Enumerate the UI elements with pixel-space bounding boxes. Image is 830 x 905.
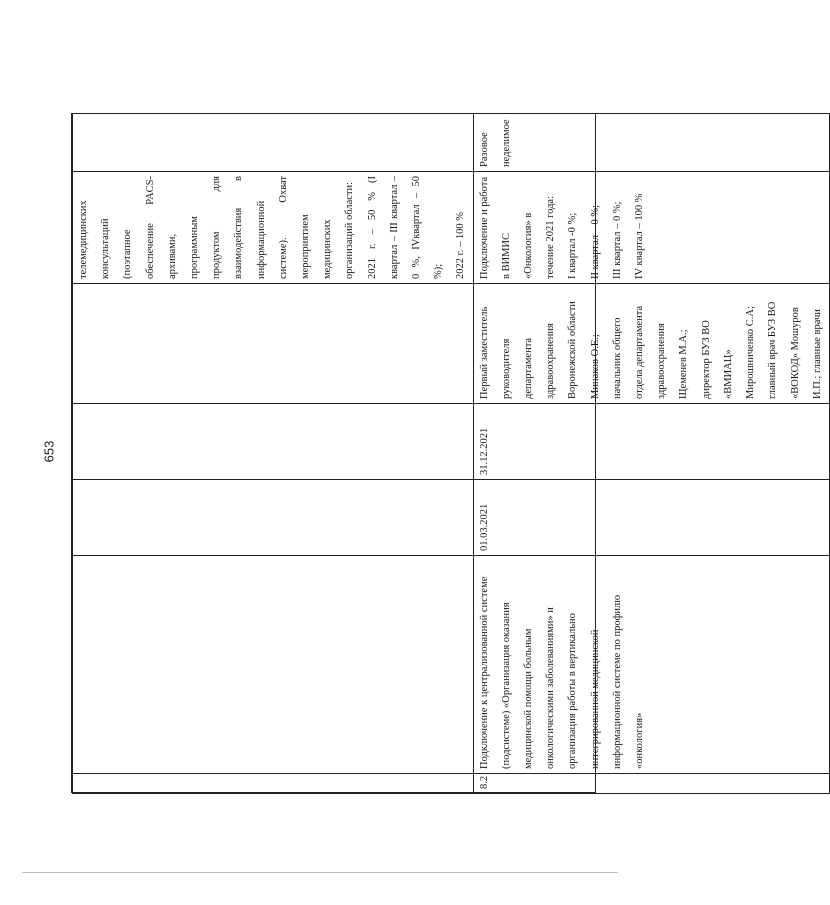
cell-result-continued (73, 172, 474, 284)
responsible-persons: Первый заместитель руководителя департамента здравоохранения Воронежской области Минаков О.Е.; начальник общего отдела департамента здравоохранения Щеменев М.А.; директор БУЗ ВО «ВМИАЦ» Мирошниченко С.А; главный врач БУЗ ВО «ВОКОД» Мошуров И.П.; главные врачи (478, 301, 823, 399)
event-type: Разовое неделимое (478, 119, 512, 167)
end-date: 31.12.2021 (478, 427, 490, 475)
cell-number (473, 774, 829, 794)
cell-name (473, 556, 829, 774)
cell-end-empty (73, 404, 474, 480)
cell-end-date (473, 404, 829, 480)
plan-table (71, 113, 823, 793)
cell-start-empty (73, 480, 474, 556)
table-row-8-2 (473, 114, 829, 794)
cell-number-empty (73, 774, 474, 794)
cell-event-type (473, 114, 829, 172)
result-text: Подключение и работа в ВИМИС «Онкология» в течение 2021 года: I квартал -0 %; II квартал – 0 %; III квартал – 0 %; IV квартал – 100 % (478, 176, 646, 279)
cell-start-date (473, 480, 829, 556)
table-row-continued (73, 114, 474, 794)
row-number: 8.2 (478, 775, 490, 789)
cell-name-empty (73, 556, 474, 774)
page-number: 653 (41, 440, 57, 463)
cell-result (473, 172, 829, 284)
activity-name: Подключение к централизованной системе (подсистеме) «Организация оказания медицинской помощи больным онкологическими заболеваниями» и организация работы в вертикально интегрированной медицинской информационной системе по профилю «онкология» (478, 576, 646, 769)
cell-responsible (473, 284, 829, 404)
cell-type-empty (73, 114, 474, 172)
cell-responsible-empty (73, 284, 474, 404)
result-continued-text: телемедицинских консультаций (поэтапное обеспечение PACS-архивами, программным продуктом для взаимодействия в информационной системе). Охват мероприятием медицинских организаций области: 2021 г. – 50 % (I квартал – III квартал – 0 %, IVквартал – 50 %); 2022 г. – 100 % (78, 176, 467, 279)
bottom-rule (22, 872, 618, 873)
start-date: 01.03.2021 (478, 503, 490, 551)
